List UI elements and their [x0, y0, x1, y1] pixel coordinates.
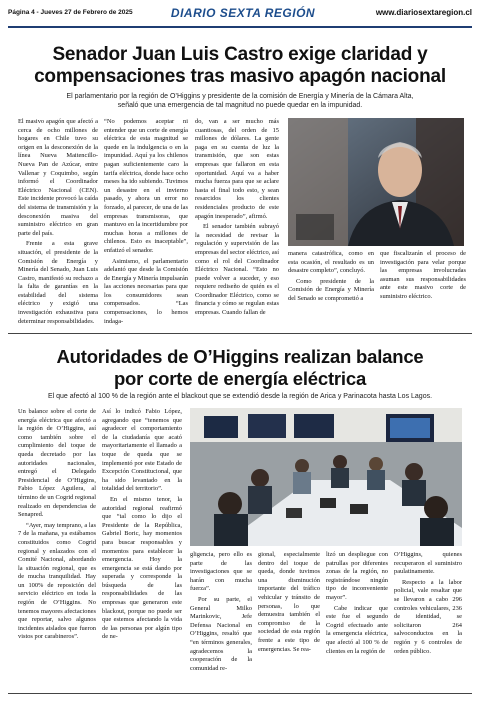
paragraph: Así lo indicó Fabio López, agregando que “tenemos que agradecer el comportamiento de la ciudadanía que acató mayoritariamente el llamado a toque de queda que se implementó por este Estado de Excepción Constitucional, que ha sido levantado en la totalidad del territorio”. — [102, 408, 182, 493]
article2-column-1 — [18, 408, 96, 688]
article2-deck: El que afectó al 100 % de la región ante el blackout que se extendió desde la región de Arica y Parinacota hasta Los Lagos. — [47, 393, 433, 400]
paragraph: El senador también subrayó la necesidad de revisar la regulación y supervisión de las empresas del sector eléctrico, así como el rol del Coordinador Eléctrico Nacional. “Esto no puede volver a suceder, y eso requiere rediseño de quién es el Coordinador Eléctrico, como se financia y cómo se regulan estas empresas. Cuando fallan de — [195, 223, 279, 317]
article1-column-4 — [288, 250, 374, 330]
paragraph: Respecto a la labor policial, vale resaltar que se llevaron a cabo 296 controles vehiculares, 236 de identidad, se solicitaron 264 salvoconductos en la región y 6 controles de orden público. — [394, 578, 462, 655]
article2-column-3 — [190, 551, 252, 686]
paragraph: Cabe indicar que este fue el segundo Cogrid efectuado ante la emergencia eléctrica, que afectó al 100 % de clientes en la región de — [326, 604, 388, 655]
paragraph: En el mismo tenor, la autoridad regional reafirmó que “tal como lo dijo el Presidente de la República, Gabriel Boric, hay momentos para buscar responsables y momentos para establecer la emergencia. Hoy la emergencia se está dando por superada y corresponde la búsqueda de las responsabilidades de las empresas que generaron este blackout, porque no puede ser que estemos afectando la vida de las personas por algún tipo de ne- — [102, 495, 182, 641]
article1-column-2 — [104, 118, 188, 328]
senator-photo — [288, 118, 464, 246]
article2-column-4 — [258, 551, 320, 686]
article2-headline-line2: por corte de energía eléctrica — [113, 368, 367, 389]
paragraph: do, van a ser mucho más cuantiosas, del orden de 15 millones de dólares. La gente paga en su cuenta de luz la transmisión, que son estas empresas que fallaron en esta oportunidad. Aquí va a haber mucha fuerza para que se aclare hasta el final todo esto, y sean resarcidos los clientes residenciales producto de este apagón inesperado”, afirmó. — [195, 118, 279, 220]
website-link[interactable]: www.diariosextaregion.cl — [375, 8, 472, 17]
paragraph: lizó un despliegue con patrullas por diferentes zonas de la región, no registrándose ningún tipo de inconveniente mayor”. — [326, 551, 388, 601]
article-divider — [8, 333, 472, 334]
page-info: Página 4 - Jueves 27 de Febrero de 2025 — [8, 9, 133, 16]
paragraph: Asimismo, el parlamentario adelantó que desde la Comisión de Energía y Minería impulsarán las acciones necesarias para que los consumidores sean compensados. “Las compensaciones, lo hemos indaga- — [104, 257, 188, 325]
masthead — [8, 6, 472, 24]
article1-column-1 — [18, 118, 98, 328]
paragraph: El masivo apagón que afectó a cerca de ocho millones de hogares en Chile tuvo su origen en la desconexión de la línea Nueva Maitencillo-Nueva Pan de Azúcar, entre Vallenar y Coquimbo, según informó el Coordinador Eléctrico Nacional (CEN). Este incidente provocó la caída del sistema de transmisión y la desconexión masiva del suministro eléctrico en gran parte del país. — [18, 118, 98, 237]
newspaper-brand: DIARIO SEXTA REGIÓN — [170, 6, 316, 20]
paragraph: que fiscalizarán el proceso de investigación para velar porque las empresas involucradas asuman sus responsabilidades ante este masivo corte de suministro eléctrico. — [380, 250, 466, 300]
meeting-photo — [190, 408, 462, 546]
article1-headline-line1: Senador Juan Luis Castro exige claridad y — [52, 44, 428, 65]
paragraph: Por su parte, el General Milko Marinkovic, Jefe Defensa Nacional en O’Higgins, resaltó que “en términos generales, agradecemos la cooperación de la comunidad re- — [190, 595, 252, 672]
paragraph: Un balance sobre el corte de energía eléctrica que afectó a la región de O’Higgins, así como también sobre el cumplimiento del toque de queda decretado por las autoridades nacionales, entregó el Delegado Presidencial de O’Higgins, Fabio López Aguilera, al término de un Cogrid regional realizado en dependencias de Senapred. — [18, 408, 96, 519]
article1-column-3 — [195, 118, 279, 328]
paragraph: gligencia, pero ello es parte de las investigaciones que se harán con mucha fuerza”. — [190, 551, 252, 593]
paragraph: Frente a esta grave situación, el presidente de la Comisión de Energía y Minería del Senado, Juan Luis Castro, manifestó su rechazo a la falta de garantías en la estabilidad del sistema eléctrico y exigió una investigación exhaustiva para determinar responsabilidades. — [18, 240, 98, 325]
article1-headline-line2: compensaciones tras masivo apagón nacional — [34, 66, 446, 87]
paragraph: gional, especialmente dentro del toque de queda, donde tuvimos una disminución importante del tráfico vehicular y tránsito de personas, lo que demuestra también el compromiso de la sociedad de esta región frente a este tipo de emergencias. Se rea- — [258, 551, 320, 653]
paragraph: Como presidente de la Comisión de Energía y Minería del Senado se comprometió a — [288, 277, 374, 302]
article2-headline-line1: Autoridades de O’Higgins realizan balance — [56, 346, 424, 367]
article1-column-5 — [380, 250, 466, 330]
paragraph: “Ayer, may temprano, a las 7 de la mañana, ya estábamos constituidos como Cogrid regional y enlazados con el Comité Nacional, abordando la situación regional, que es de mucha tranquilidad. Hay un 100% de reposición del servicio eléctrico en toda la región de O’Higgins. No tenemos mayores afectaciones que reportar, salvo algunos incidentes aislados que fueron vistos por carabineros”. — [18, 521, 96, 641]
article2-column-6 — [394, 551, 462, 686]
footer-rule — [8, 693, 472, 694]
masthead-rule — [8, 26, 472, 28]
paragraph: O’Higgins, quienes recuperaron el suministro paulatinamente. — [394, 551, 462, 576]
article1-deck-line2: señaló que una emergencia de tal magnitud no puede quedar en la impunidad. — [117, 102, 363, 109]
article2-column-2 — [102, 408, 182, 688]
article1-deck-line1: El parlamentario por la región de O’Higgins y presidente de la comisión de Energía y Minería de la Cámara Alta, — [66, 93, 414, 100]
paragraph: manera catastrófica, como en esta ocasión, el resultado es un desastre completo”, concluyó. — [288, 250, 374, 275]
article2-column-5 — [326, 551, 388, 686]
paragraph: “No podemos aceptar ni entender que un corte de energía eléctrica de esta magnitud se quede en la indulgencia o en la impunidad. Aquí ya los chilenos pagan suficientemente caro la tarifa eléctrica, donde hace ocho meses ha ido subiendo. Tuvimos un desastre en el invierno pasado, y ahora un error no forzado, al parecer, de una de las empresas transmisoras, que mantuvo en la incertidumbre por muchas horas a millones de chilenos. Esto es inaceptable”, enfatizó el senador. — [104, 118, 188, 254]
